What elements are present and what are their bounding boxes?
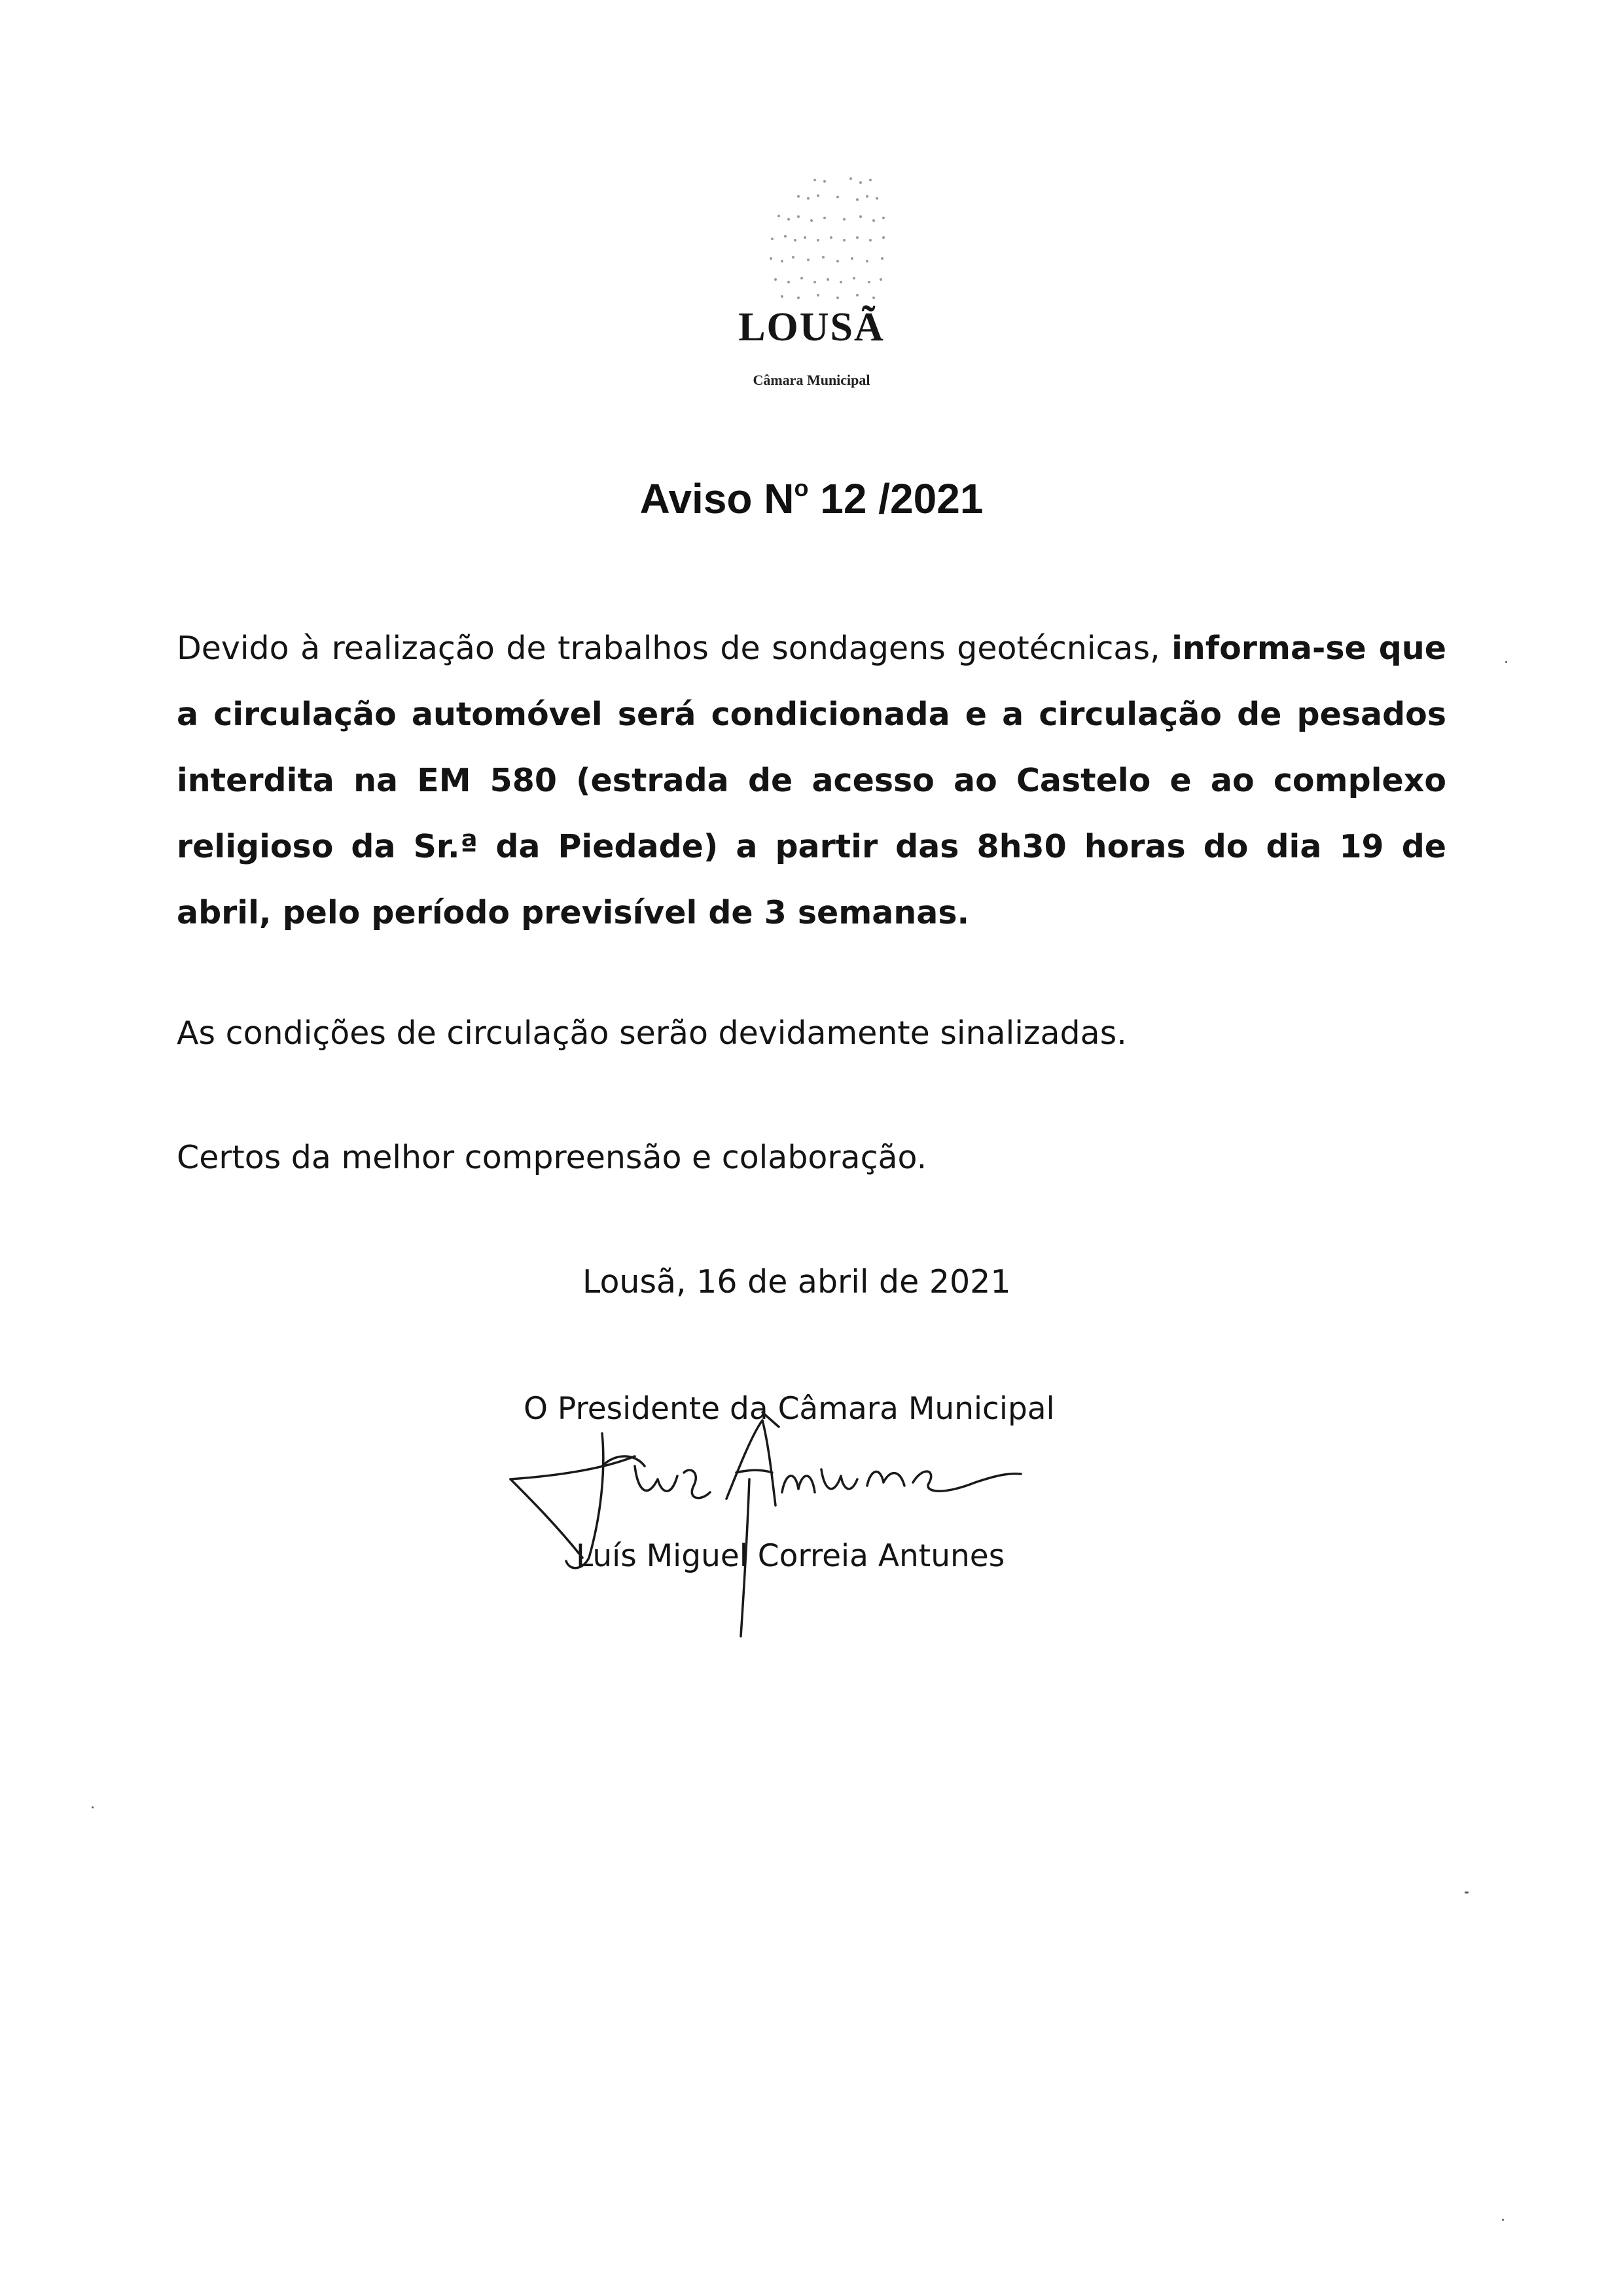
- place-and-date: Lousã, 16 de abril de 2021: [582, 1263, 1011, 1300]
- municipality-logo-name: LOUSÃ: [738, 305, 885, 350]
- scan-speck: [1505, 661, 1507, 663]
- signatory-role: O Presidente da Câmara Municipal: [524, 1391, 1055, 1427]
- closing-paragraph: Certos da melhor compreensão e colaboração.: [177, 1139, 927, 1176]
- notice-intro-text: Devido à realização de trabalhos de sondagens geotécnicas,: [177, 630, 1172, 667]
- notice-body-paragraph: [177, 615, 1446, 946]
- notice-title-prefix: Aviso N: [639, 475, 794, 522]
- notice-title: [419, 475, 1204, 523]
- handwritten-signature: [504, 1407, 1041, 1669]
- scan-speck: [92, 1806, 94, 1808]
- scan-speck: [1465, 1892, 1469, 1893]
- signage-paragraph: As condições de circulação serão devidamente sinalizadas.: [177, 1014, 1127, 1052]
- municipal-emblem-icon: [753, 167, 903, 304]
- scan-speck: [1502, 2219, 1504, 2221]
- signatory-name: Luís Miguel Correia Antunes: [576, 1538, 1005, 1574]
- municipality-logo-subtitle: Câmara Municipal: [753, 372, 870, 388]
- notice-key-information: informa-se que a circulação automóvel será condicionada e a circulação de pesados interdita na EM 580 (estrada de acesso ao Castelo e ao complexo religioso da Sr.ª da Piedade) a partir das 8h30 horas do dia 19 de abril, pelo período previsível de 3 semanas.: [177, 630, 1446, 931]
- notice-title-degree: o: [794, 475, 809, 501]
- notice-title-number: 12 /2021: [808, 475, 984, 522]
